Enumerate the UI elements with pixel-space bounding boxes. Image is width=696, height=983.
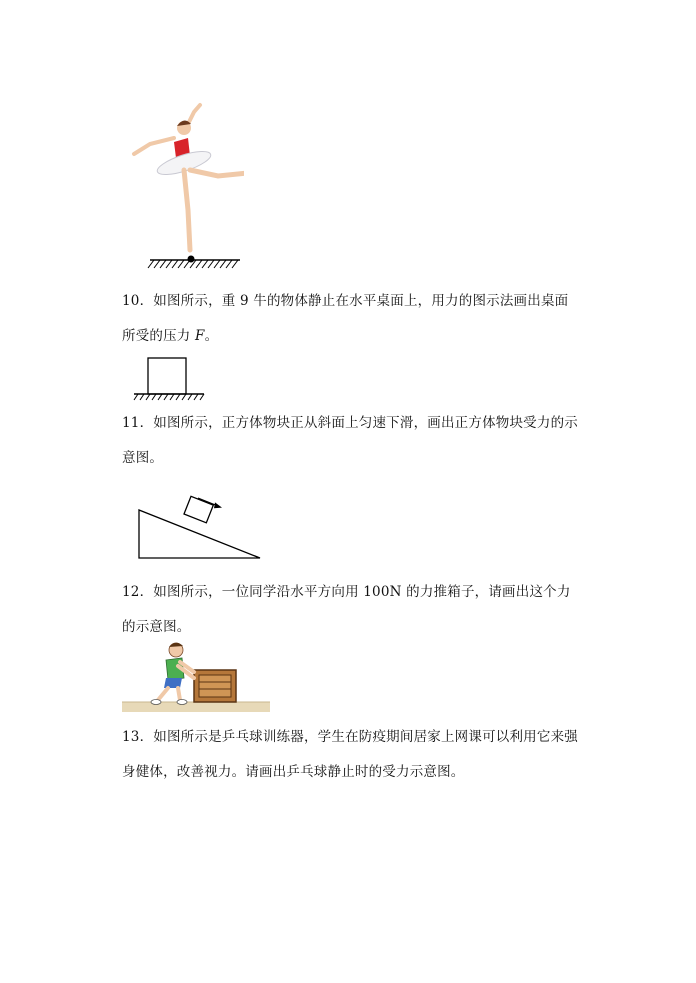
- ballerina-figure: [128, 100, 244, 272]
- pushing-box-figure: [122, 640, 270, 718]
- question-10: 10．如图所示，重 9 牛的物体静止在水平桌面上，用力的图示法画出桌面所受的压力 F。: [122, 293, 569, 344]
- incline-figure: [136, 492, 264, 560]
- question-13: 13．如图所示是乒乓球训练器，学生在防疫期间居家上网课可以利用它来强身健体，改善视力。请画出乒乓球静止时的受力示意图。: [122, 729, 578, 780]
- block-on-table-figure: [132, 356, 206, 404]
- crate-shape: [194, 670, 236, 702]
- motion-arrow-icon: [214, 502, 222, 508]
- question-12: 12．如图所示，一位同学沿水平方向用 100N 的力推箱子，请画出这个力的示意图。: [122, 584, 571, 635]
- question-11: 11．如图所示，正方体物块正从斜面上匀速下滑，画出正方体物块受力的示意图。: [122, 415, 578, 466]
